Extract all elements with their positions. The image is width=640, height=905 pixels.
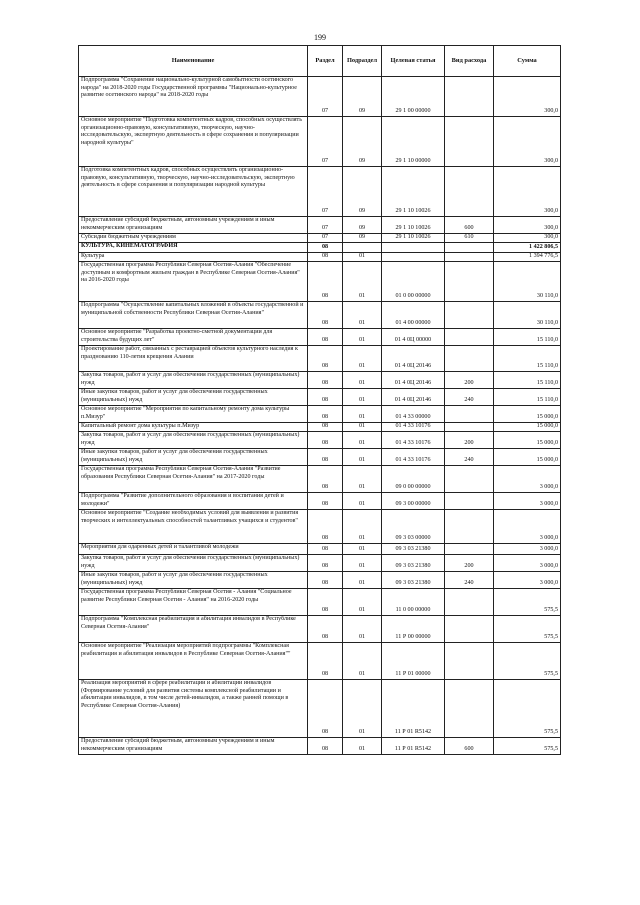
row-subsection: 01 (343, 302, 382, 329)
row-target: 09 3 03 21380 (382, 544, 445, 555)
row-section: 08 (308, 616, 343, 643)
row-sum: 300,0 (494, 77, 561, 117)
table-row (79, 643, 561, 680)
row-expense (445, 616, 494, 643)
row-target: 01 0 00 00000 (382, 262, 445, 302)
row-sum: 300,0 (494, 167, 561, 217)
row-subsection: 09 (343, 234, 382, 243)
table-row (79, 738, 561, 755)
row-name: Государственная программа Республики Северная Осетия-Алания "Обеспечение доступным и комфортным жильем граждан в Республике Северная Осетия-Алания" на 2016-2020 годы (79, 262, 308, 302)
header-name: Наименование (79, 46, 308, 77)
table-row (79, 449, 561, 466)
row-target: 29 1 10 10026 (382, 234, 445, 243)
row-subsection: 01 (343, 572, 382, 589)
row-sum: 30 110,0 (494, 302, 561, 329)
row-section: 08 (308, 544, 343, 555)
row-sum: 15 110,0 (494, 329, 561, 346)
row-expense (445, 77, 494, 117)
table-row (79, 302, 561, 329)
row-name: Подпрограмма "Комплексная реабилитация и абилитация инвалидов в Республике Северная Осетия-Алания" (79, 616, 308, 643)
row-section: 08 (308, 680, 343, 738)
row-subsection: 01 (343, 680, 382, 738)
row-name: Государственная программа Республики Северная Осетия-Алания "Развитие образования Республики Северная Осетия-Алания" на 2017-2020 годы (79, 466, 308, 493)
row-name: Культура (79, 253, 308, 262)
row-section: 07 (308, 167, 343, 217)
row-subsection: 01 (343, 423, 382, 432)
row-sum: 15 110,0 (494, 346, 561, 372)
row-sum: 300,0 (494, 117, 561, 167)
row-subsection (343, 243, 382, 253)
row-expense: 240 (445, 572, 494, 589)
row-sum: 300,0 (494, 234, 561, 243)
row-name: Подпрограмма "Сохранение национально-культурной самобытности осетинского народа" на 2018-2020 годы Государственной программы "Национально-культурное развитие осетинского народа" на 2018-2020 годы (79, 77, 308, 117)
table-row (79, 510, 561, 544)
row-name: Реализация мероприятий в сфере реабилитации и абилитации инвалидов (Формирование условий для развития системы комплексной реабилитации и абилитации инвалидов, в том числе детей-инвалидов, а также ранней помощи в Республике Северная Осетия-Алания) (79, 680, 308, 738)
row-expense (445, 329, 494, 346)
row-target: 29 1 10 00000 (382, 117, 445, 167)
row-name: Закупка товаров, работ и услуг для обеспечения государственных (муниципальных) нужд (79, 555, 308, 572)
row-expense (445, 302, 494, 329)
row-target: 01 4 0Ц 20146 (382, 389, 445, 406)
row-target: 01 4 33 10176 (382, 449, 445, 466)
row-subsection: 01 (343, 329, 382, 346)
row-name: Основное мероприятие "Создание необходимых условий для выявления и развития творческих и интеллектуальных способностей талантливых учащихся и студентов" (79, 510, 308, 544)
row-sum: 15 000,0 (494, 423, 561, 432)
row-section: 08 (308, 493, 343, 510)
row-target: 01 4 33 10176 (382, 432, 445, 449)
row-section: 08 (308, 389, 343, 406)
row-target: 29 1 00 00000 (382, 77, 445, 117)
row-name: Предоставление субсидий бюджетным, автономным учреждениям и иным некоммерческим организациям (79, 217, 308, 234)
row-expense (445, 117, 494, 167)
row-expense: 240 (445, 389, 494, 406)
table-row (79, 329, 561, 346)
row-target: 01 4 0Ц 00000 (382, 329, 445, 346)
row-expense: 240 (445, 449, 494, 466)
row-section: 07 (308, 234, 343, 243)
row-name: Иные закупки товаров, работ и услуг для обеспечения государственных (муниципальных) нужд (79, 389, 308, 406)
row-name: Предоставление субсидий бюджетным, автономным учреждениям и иным некоммерческим организациям (79, 738, 308, 755)
row-expense (445, 253, 494, 262)
table-row (79, 389, 561, 406)
header-sum: Сумма (494, 46, 561, 77)
row-expense (445, 544, 494, 555)
row-name: Подпрограмма "Осуществление капитальных вложений в объекты государственной и муниципальной собственности Республики Северная Осетия-Алания" (79, 302, 308, 329)
row-target: 01 4 33 10176 (382, 423, 445, 432)
row-target: 09 3 03 00000 (382, 510, 445, 544)
row-target: 11 Р 01 00000 (382, 643, 445, 680)
row-sum: 15 110,0 (494, 372, 561, 389)
row-section: 07 (308, 217, 343, 234)
row-section: 08 (308, 432, 343, 449)
row-name: КУЛЬТУРА, КИНЕМАТОГРАФИЯ (79, 243, 308, 253)
table-row (79, 167, 561, 217)
row-name: Иные закупки товаров, работ и услуг для обеспечения государственных (муниципальных) нужд (79, 572, 308, 589)
row-section: 08 (308, 262, 343, 302)
row-target: 11 Р 01 R5142 (382, 680, 445, 738)
row-expense: 200 (445, 555, 494, 572)
row-subsection: 01 (343, 372, 382, 389)
row-sum: 3 000,0 (494, 493, 561, 510)
row-section: 08 (308, 643, 343, 680)
table-row (79, 423, 561, 432)
row-section: 08 (308, 555, 343, 572)
row-subsection: 09 (343, 77, 382, 117)
header-target: Целевая статья (382, 46, 445, 77)
row-section: 08 (308, 243, 343, 253)
row-subsection: 01 (343, 589, 382, 616)
row-section: 08 (308, 346, 343, 372)
row-expense: 600 (445, 738, 494, 755)
table-row (79, 217, 561, 234)
table-row (79, 372, 561, 389)
row-name: Государственная программа Республики Северная Осетия - Алания "Социальное развитие Республики Северная Осетия - Алания" на 2016-2020 годы (79, 589, 308, 616)
row-expense (445, 346, 494, 372)
row-name: Подготовка компетентных кадров, способных осуществлять организационно-правовую, консультативную, творческую, научно-исследовательскую, экспертную деятельность в сфере сохранения и популяризации народной культуры (79, 167, 308, 217)
row-name: Мероприятия для одаренных детей и талантливой молодежи (79, 544, 308, 555)
row-expense: 610 (445, 234, 494, 243)
header-expense: Вид расхода (445, 46, 494, 77)
table-row (79, 77, 561, 117)
row-sum: 15 110,0 (494, 389, 561, 406)
row-target: 09 0 00 00000 (382, 466, 445, 493)
table-row (79, 466, 561, 493)
row-expense (445, 493, 494, 510)
row-section: 07 (308, 117, 343, 167)
row-sum: 15 000,0 (494, 432, 561, 449)
row-subsection: 09 (343, 167, 382, 217)
row-expense (445, 589, 494, 616)
row-name: Основное мероприятие "Мероприятия по капитальному ремонту дома культуры п.Мизур" (79, 406, 308, 423)
row-expense: 200 (445, 372, 494, 389)
row-name: Закупка товаров, работ и услуг для обеспечения государственных (муниципальных) нужд (79, 372, 308, 389)
row-subsection: 01 (343, 449, 382, 466)
row-name: Субсидии бюджетным учреждениям (79, 234, 308, 243)
row-expense (445, 466, 494, 493)
row-target: 11 0 00 00000 (382, 589, 445, 616)
row-expense (445, 680, 494, 738)
row-subsection: 01 (343, 555, 382, 572)
row-section: 08 (308, 406, 343, 423)
row-subsection: 01 (343, 262, 382, 302)
row-expense (445, 423, 494, 432)
row-section: 08 (308, 253, 343, 262)
table-row (79, 406, 561, 423)
row-name: Проектирование работ, связанных с реставрацией объектов культурного наследия к празднованию 110-летия крещения Алании (79, 346, 308, 372)
row-sum: 300,0 (494, 217, 561, 234)
row-section: 07 (308, 77, 343, 117)
row-target: 11 Р 01 R5142 (382, 738, 445, 755)
row-expense: 200 (445, 432, 494, 449)
table-row (79, 346, 561, 372)
row-subsection: 01 (343, 510, 382, 544)
row-sum: 1 394 776,5 (494, 253, 561, 262)
row-expense (445, 262, 494, 302)
row-subsection: 01 (343, 466, 382, 493)
row-sum: 30 110,0 (494, 262, 561, 302)
row-section: 08 (308, 738, 343, 755)
row-sum: 575,5 (494, 643, 561, 680)
table-row (79, 234, 561, 243)
row-section: 08 (308, 329, 343, 346)
table-row (79, 572, 561, 589)
table-row (79, 589, 561, 616)
header-subsection: Подраздел (343, 46, 382, 77)
row-expense (445, 643, 494, 680)
row-subsection: 09 (343, 117, 382, 167)
row-target (382, 243, 445, 253)
row-name: Иные закупки товаров, работ и услуг для обеспечения государственных (муниципальных) нужд (79, 449, 308, 466)
row-name: Основное мероприятие "Реализация мероприятий подпрограммы "Комплексная реабилитация и абилитация инвалидов в Республике Северная Осетия-Алания"" (79, 643, 308, 680)
table-row (79, 253, 561, 262)
row-expense (445, 167, 494, 217)
row-subsection: 01 (343, 432, 382, 449)
row-sum: 575,5 (494, 589, 561, 616)
row-target: 01 4 0Ц 20146 (382, 372, 445, 389)
row-sum: 3 000,0 (494, 466, 561, 493)
row-target: 09 3 00 00000 (382, 493, 445, 510)
row-sum: 15 000,0 (494, 449, 561, 466)
row-target: 29 1 10 10026 (382, 217, 445, 234)
row-section: 08 (308, 572, 343, 589)
row-target: 01 4 0Ц 20146 (382, 346, 445, 372)
row-sum: 3 000,0 (494, 544, 561, 555)
row-subsection: 01 (343, 389, 382, 406)
row-section: 08 (308, 423, 343, 432)
row-name: Основное мероприятие "Подготовка компетентных кадров, способных осуществлять организационно-правовую, консультативную, творческую, научно-исследовательскую, экспертную деятельность в сфере сохранения и популяризации народной культуры" (79, 117, 308, 167)
table-row (79, 117, 561, 167)
row-subsection: 01 (343, 544, 382, 555)
row-subsection: 01 (343, 493, 382, 510)
table-row (79, 544, 561, 555)
row-subsection: 01 (343, 346, 382, 372)
table-row (79, 680, 561, 738)
row-section: 08 (308, 449, 343, 466)
row-expense (445, 243, 494, 253)
row-section: 08 (308, 372, 343, 389)
table-row (79, 493, 561, 510)
page-number: 199 (314, 33, 326, 42)
table-row (79, 262, 561, 302)
table-header-row (79, 46, 561, 77)
row-subsection: 09 (343, 217, 382, 234)
row-expense (445, 406, 494, 423)
row-name: Капитальный ремонт дома культуры п.Мизур (79, 423, 308, 432)
row-target: 09 3 03 21380 (382, 555, 445, 572)
table-row (79, 555, 561, 572)
row-sum: 575,5 (494, 616, 561, 643)
row-sum: 3 000,0 (494, 555, 561, 572)
row-section: 08 (308, 589, 343, 616)
row-expense (445, 510, 494, 544)
row-subsection: 01 (343, 616, 382, 643)
table-row (79, 432, 561, 449)
row-sum: 575,5 (494, 738, 561, 755)
row-target: 11 Р 00 00000 (382, 616, 445, 643)
row-expense: 600 (445, 217, 494, 234)
row-sum: 3 000,0 (494, 572, 561, 589)
row-target (382, 253, 445, 262)
row-section: 08 (308, 302, 343, 329)
row-target: 29 1 10 10026 (382, 167, 445, 217)
row-subsection: 01 (343, 643, 382, 680)
row-sum: 3 000,0 (494, 510, 561, 544)
row-target: 09 3 03 21380 (382, 572, 445, 589)
row-subsection: 01 (343, 406, 382, 423)
row-section: 08 (308, 466, 343, 493)
row-target: 01 4 33 00000 (382, 406, 445, 423)
budget-table (78, 45, 561, 755)
row-target: 01 4 00 00000 (382, 302, 445, 329)
row-name: Закупка товаров, работ и услуг для обеспечения государственных (муниципальных) нужд (79, 432, 308, 449)
row-sum: 1 422 806,5 (494, 243, 561, 253)
table-row (79, 616, 561, 643)
row-subsection: 01 (343, 253, 382, 262)
header-section: Раздел (308, 46, 343, 77)
row-sum: 15 000,0 (494, 406, 561, 423)
row-section: 08 (308, 510, 343, 544)
row-name: Основное мероприятие "Разработка проектно-сметной документации для строительства будущих лет" (79, 329, 308, 346)
row-subsection: 01 (343, 738, 382, 755)
row-name: Подпрограмма "Развитие дополнительного образования и воспитания детей и молодежи" (79, 493, 308, 510)
row-sum: 575,5 (494, 680, 561, 738)
table-row (79, 243, 561, 253)
